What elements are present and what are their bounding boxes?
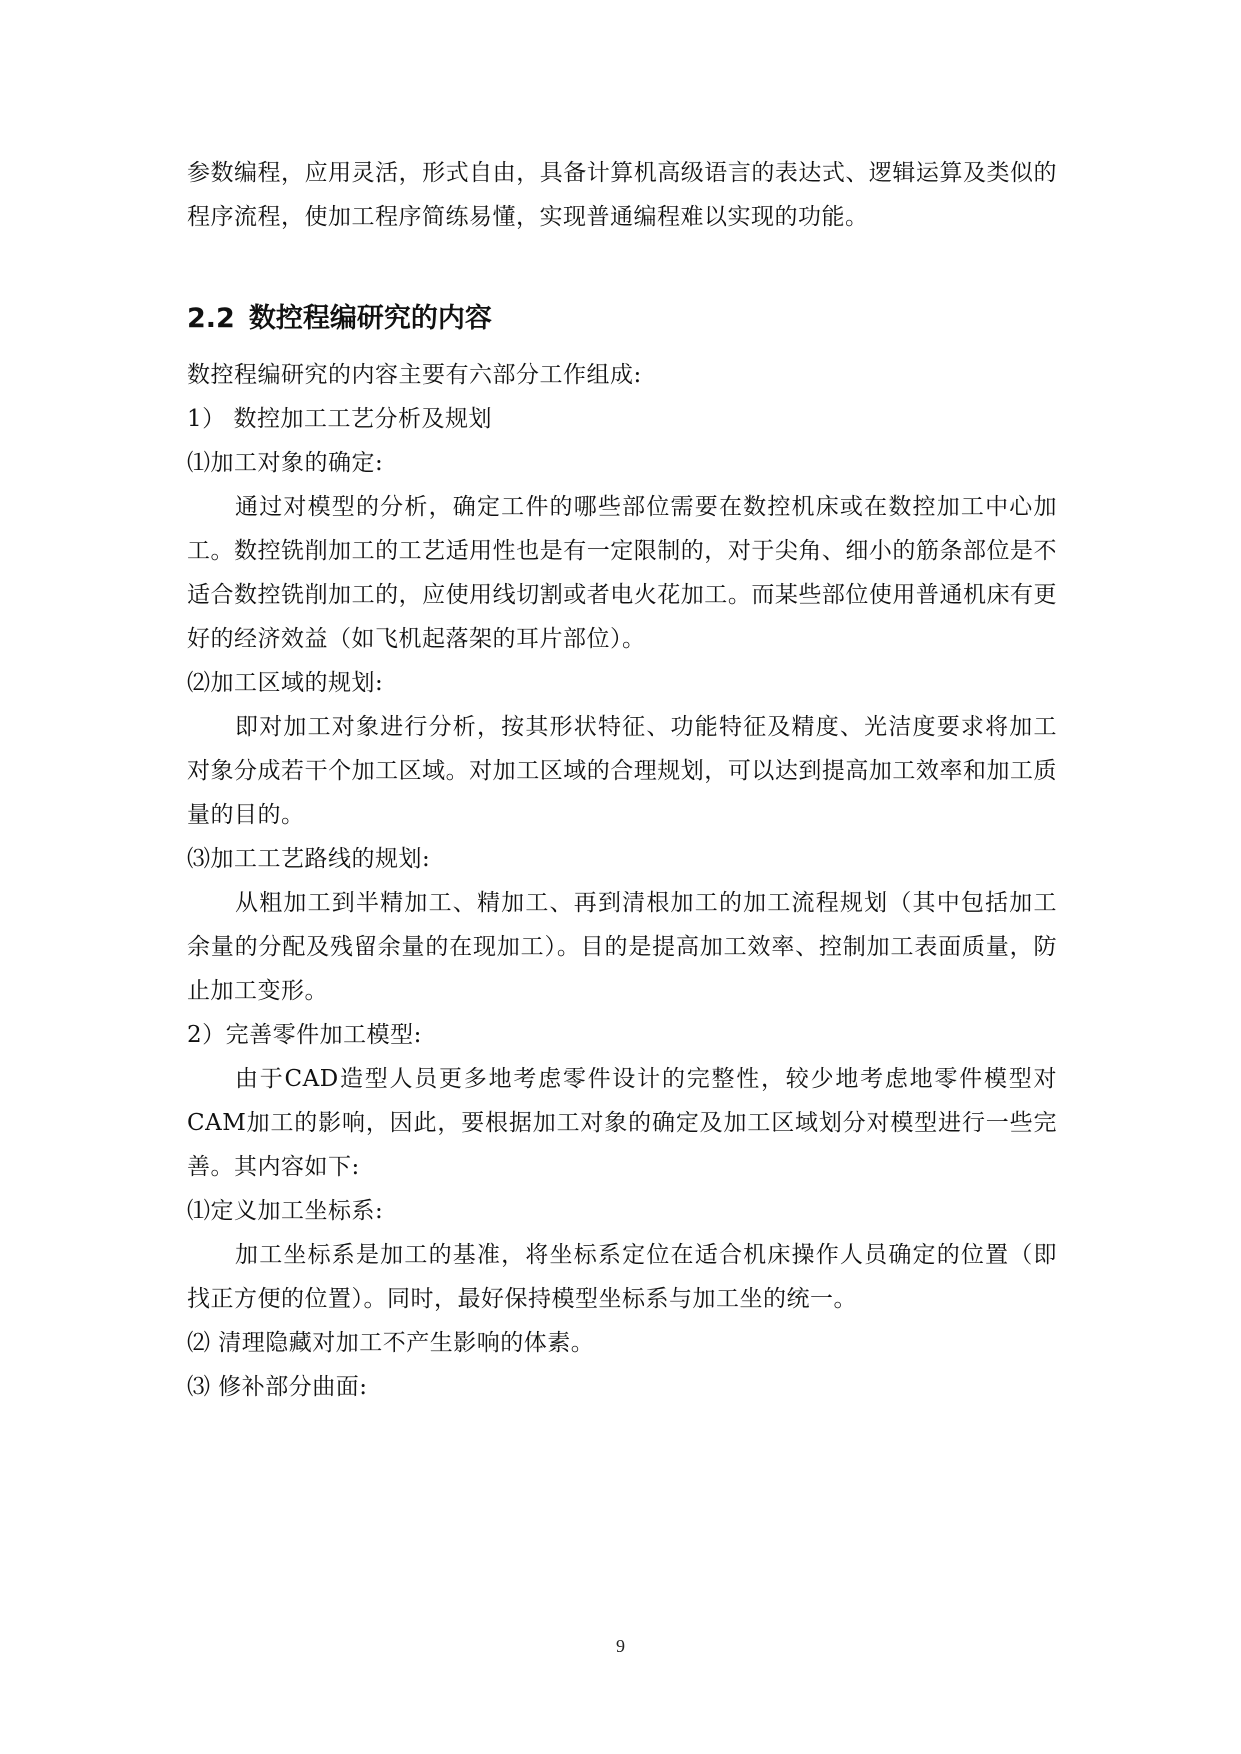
- part2-item2-title: ⑵ 清理隐藏对加工不产生影响的体素。: [187, 1330, 595, 1356]
- page-body: [187, 151, 1057, 1409]
- section-lead: 数控程编研究的内容主要有六部分工作组成:: [187, 362, 642, 388]
- section-heading: [187, 239, 1057, 353]
- part1-title: 1） 数控加工工艺分析及规划: [187, 406, 492, 432]
- part1-item2-title: ⑵加工区域的规划:: [187, 670, 384, 696]
- section-number: 2.2: [187, 303, 235, 334]
- part2-item1-body: 加工坐标系是加工的基准，将坐标系定位在适合机床操作人员确定的位置（即找正方便的位置）。同时，最好保持模型坐标系与加工坐的统一。: [187, 1242, 1057, 1312]
- page-number: 9: [616, 1636, 625, 1656]
- intro-paragraph: 参数编程，应用灵活，形式自由，具备计算机高级语言的表达式、逻辑运算及类似的程序流程，使加工程序简练易懂，实现普通编程难以实现的功能。: [187, 160, 1057, 230]
- part2-item1-title: ⑴定义加工坐标系:: [187, 1198, 384, 1224]
- section-title: 数控程编研究的内容: [248, 303, 492, 334]
- part1-item3-body: 从粗加工到半精加工、精加工、再到清根加工的加工流程规划（其中包括加工余量的分配及残留余量的在现加工）。目的是提高加工效率、控制加工表面质量，防止加工变形。: [187, 890, 1057, 1004]
- part2-title: 2）完善零件加工模型:: [187, 1022, 422, 1048]
- part1-item1-title: ⑴加工对象的确定:: [187, 450, 384, 476]
- part1-item3-title: ⑶加工工艺路线的规划:: [187, 846, 431, 872]
- part1-item1-body: 通过对模型的分析，确定工件的哪些部位需要在数控机床或在数控加工中心加工。数控铣削加工的工艺适用性也是有一定限制的，对于尖角、细小的筋条部位是不适合数控铣削加工的，应使用线切割或者电火花加工。而某些部位使用普通机床有更好的经济效益（如飞机起落架的耳片部位）。: [187, 494, 1057, 652]
- part2-body: 由于CAD造型人员更多地考虑零件设计的完整性，较少地考虑地零件模型对CAM加工的影响，因此，要根据加工对象的确定及加工区域划分对模型进行一些完善。其内容如下:: [187, 1066, 1057, 1180]
- part2-item3-title: ⑶ 修补部分曲面:: [187, 1374, 368, 1400]
- part1-item2-body: 即对加工对象进行分析，按其形状特征、功能特征及精度、光洁度要求将加工对象分成若干个加工区域。对加工区域的合理规划，可以达到提高加工效率和加工质量的目的。: [187, 714, 1057, 828]
